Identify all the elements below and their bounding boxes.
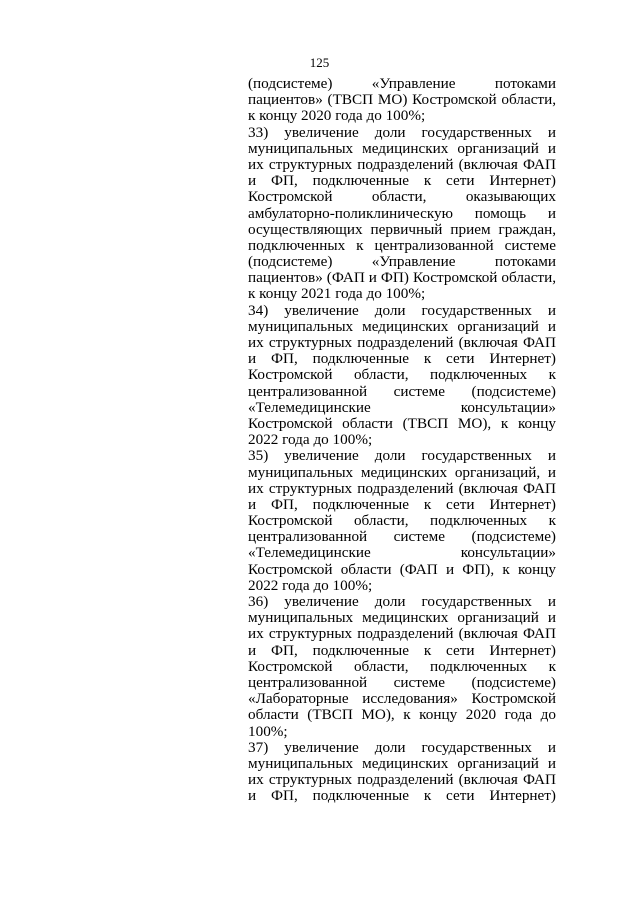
text-line: 2022 года до 100%; (248, 576, 373, 594)
text-line: их структурных подразделений (включая ФАП (248, 625, 556, 643)
text-line: муниципальных медицинских организаций и (248, 317, 556, 335)
text-line: 36) увеличение доли государственных и (248, 593, 556, 610)
text-line: амбулаторно-поликлиническую помощь и (248, 204, 556, 222)
text-line: 2022 года до 100%; (248, 431, 373, 449)
text-line: и ФП, подключенные к сети Интернет) (248, 172, 556, 190)
text-line: централизованной системе (подсистеме) (248, 673, 556, 691)
document-body (248, 76, 556, 804)
text-line: области (ТВСП МО), к концу 2020 года до (248, 706, 556, 724)
text-line: и ФП, подключенные к сети Интернет) (248, 641, 556, 659)
text-line: «Лабораторные исследования» Костромской (248, 690, 556, 708)
text-line: Костромской области, оказывающих (248, 188, 556, 206)
text-line: Костромской области (ФАП и ФП), к концу (248, 560, 556, 578)
text-line: осуществляющих первичный прием граждан, (248, 220, 556, 238)
text-line: 100%; (248, 722, 288, 740)
text-line: подключенных к централизованной системе (248, 236, 556, 254)
text-line: к концу 2020 года до 100%; (248, 107, 426, 125)
page-number: 125 (309, 55, 330, 70)
text-line: централизованной системе (подсистеме) (248, 528, 556, 546)
text-line: Костромской области, подключенных к (248, 657, 556, 675)
text-line: и ФП, подключенные к сети Интернет) (248, 350, 556, 368)
text-line: их структурных подразделений (включая ФАП (248, 771, 556, 789)
text-line: к концу 2021 года до 100%; (248, 285, 426, 303)
text-line: Костромской области, подключенных к (248, 512, 556, 530)
text-line: муниципальных медицинских организаций и (248, 754, 556, 772)
text-line: муниципальных медицинских организаций, и (248, 463, 556, 481)
text-line: «Телемедицинские консультации» (248, 398, 556, 416)
text-line: их структурных подразделений (включая ФАП (248, 479, 556, 497)
text-line: (подсистеме) «Управление потоками (248, 75, 556, 92)
text-line: 34) увеличение доли государственных и (248, 301, 556, 319)
text-line: (подсистеме) «Управление потоками (248, 253, 556, 271)
text-line: муниципальных медицинских организаций и (248, 139, 556, 157)
text-line: централизованной системе (подсистеме) (248, 382, 556, 400)
text-line: Костромской области, подключенных к (248, 366, 556, 384)
text-line: 33) увеличение доли государственных и (248, 123, 556, 141)
text-line: их структурных подразделений (включая ФАП (248, 155, 556, 173)
text-line: пациентов» (ФАП и ФП) Костромской области, (248, 269, 556, 287)
text-line: «Телемедицинские консультации» (248, 544, 556, 562)
text-line: Костромской области (ТВСП МО), к концу (248, 414, 556, 432)
text-line: муниципальных медицинских организаций и (248, 609, 556, 627)
text-line: их структурных подразделений (включая ФАП (248, 334, 556, 351)
text-line: и ФП, подключенные к сети Интернет) (248, 495, 556, 513)
text-line: пациентов» (ТВСП МО) Костромской области, (248, 91, 556, 109)
text-line: 37) увеличение доли государственных и (248, 738, 556, 756)
text-line: 35) увеличение доли государственных и (248, 447, 556, 465)
text-line: и ФП, подключенные к сети Интернет) (248, 787, 556, 805)
